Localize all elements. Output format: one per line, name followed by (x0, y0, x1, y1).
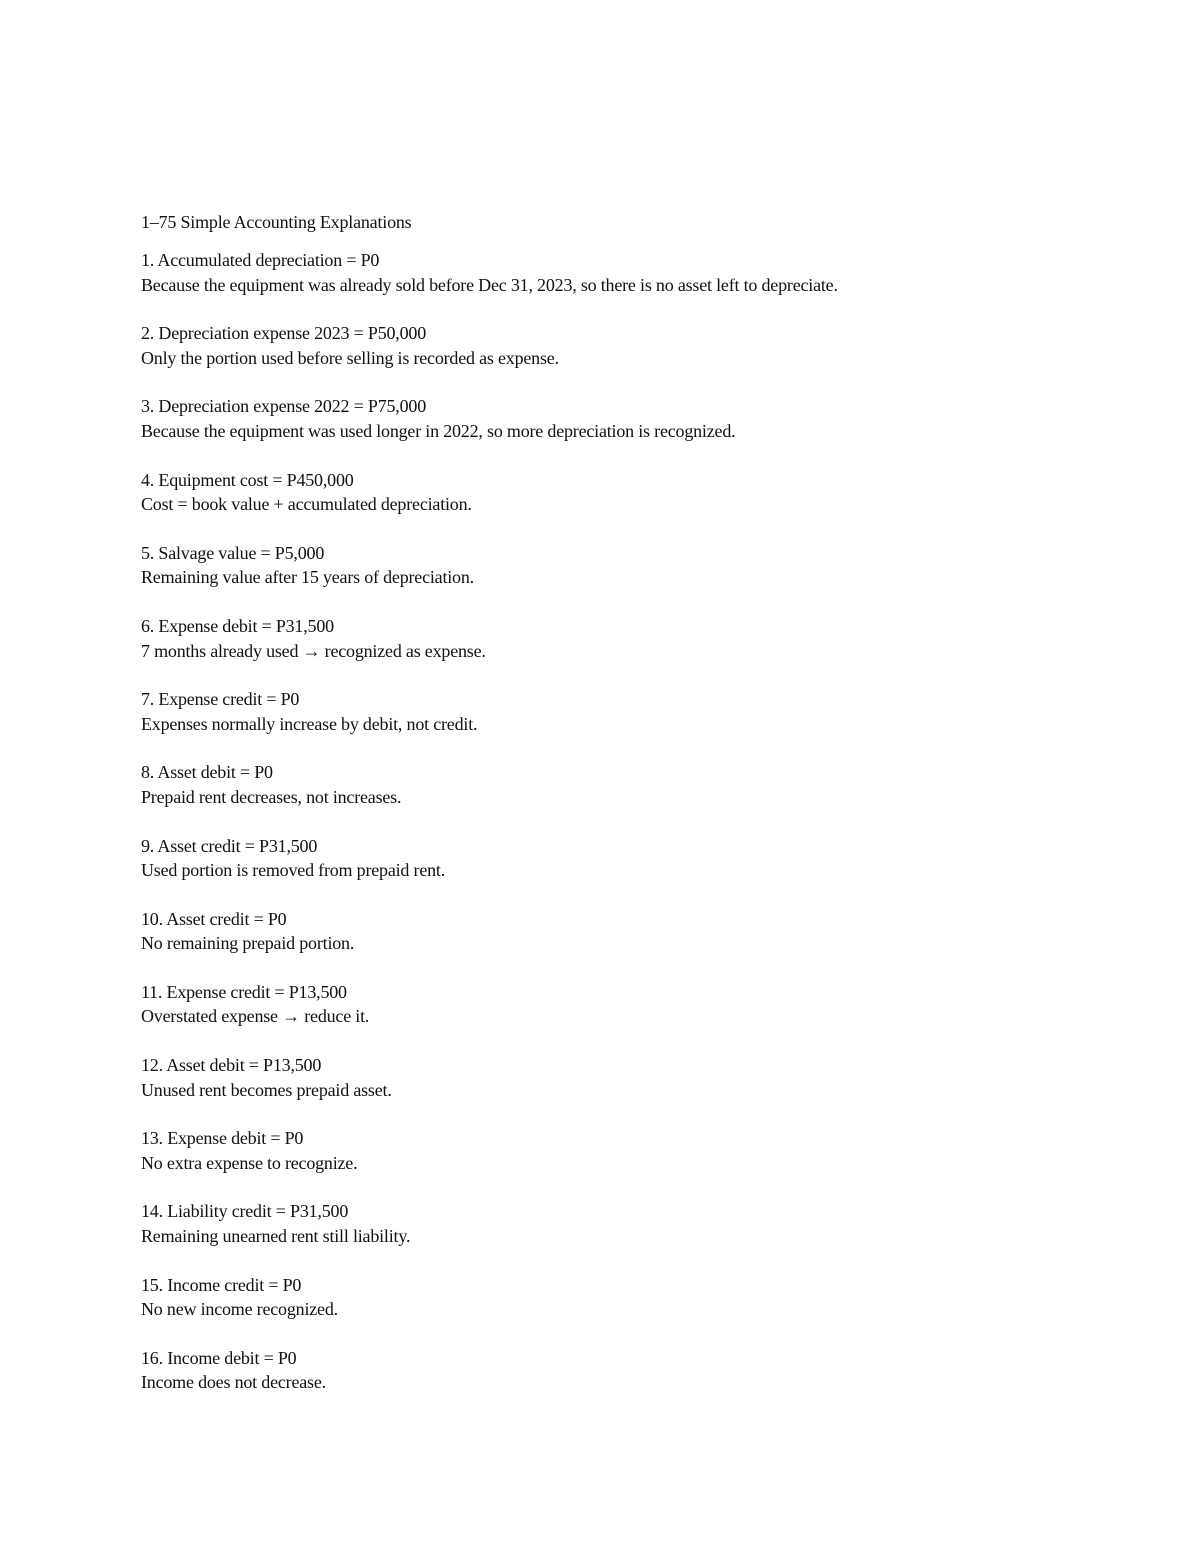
list-item (141, 321, 1121, 370)
list-item (141, 834, 1121, 883)
list-item (141, 1273, 1121, 1322)
item-explanation: Only the portion used before selling is recorded as expense. (141, 347, 559, 368)
list-item (141, 1199, 1121, 1248)
item-heading: 8. Asset debit = P0 (141, 762, 273, 783)
item-heading: 4. Equipment cost = P450,000 (141, 469, 354, 490)
item-heading: 3. Depreciation expense 2022 = P75,000 (141, 396, 426, 417)
item-heading: 13. Expense debit = P0 (141, 1128, 304, 1149)
item-heading: 7. Expense credit = P0 (141, 689, 300, 710)
item-heading: 12. Asset debit = P13,500 (141, 1055, 322, 1076)
list-item (141, 760, 1121, 809)
item-explanation: Because the equipment was used longer in 2022, so more depreciation is recognized. (141, 420, 736, 441)
item-explanation: Remaining value after 15 years of depreciation. (141, 567, 474, 588)
item-heading: 14. Liability credit = P31,500 (141, 1201, 349, 1222)
item-explanation: No new income recognized. (141, 1299, 338, 1320)
document-page (141, 209, 1121, 1395)
list-item (141, 1053, 1121, 1102)
item-explanation: Income does not decrease. (141, 1372, 326, 1393)
list-item (141, 1126, 1121, 1175)
item-explanation: Cost = book value + accumulated depreciation. (141, 494, 472, 515)
list-item (141, 907, 1121, 956)
list-item (141, 1346, 1121, 1395)
item-explanation: Prepaid rent decreases, not increases. (141, 786, 402, 807)
item-explanation: Overstated expense → reduce it. (141, 1006, 370, 1027)
item-heading: 10. Asset credit = P0 (141, 908, 287, 929)
item-heading: 6. Expense debit = P31,500 (141, 615, 334, 636)
item-explanation: Remaining unearned rent still liability. (141, 1226, 411, 1247)
item-explanation: Expenses normally increase by debit, not credit. (141, 713, 478, 734)
item-explanation: No extra expense to recognize. (141, 1152, 358, 1173)
item-heading: 9. Asset credit = P31,500 (141, 835, 318, 856)
item-explanation: Used portion is removed from prepaid rent. (141, 860, 446, 881)
item-explanation: Unused rent becomes prepaid asset. (141, 1079, 392, 1100)
item-heading: 11. Expense credit = P13,500 (141, 981, 347, 1002)
item-heading: 1. Accumulated depreciation = P0 (141, 250, 380, 270)
list-item (141, 394, 1121, 443)
item-heading: 16. Income debit = P0 (141, 1347, 297, 1368)
document-title: 1–75 Simple Accounting Explanations (141, 212, 412, 232)
item-heading: 15. Income credit = P0 (141, 1274, 302, 1295)
list-item (141, 687, 1121, 736)
list-item (141, 980, 1121, 1029)
list-item (141, 248, 1121, 297)
item-explanation: Because the equipment was already sold before Dec 31, 2023, so there is no asset left to depreciate. (141, 274, 838, 295)
item-explanation: No remaining prepaid portion. (141, 933, 355, 954)
item-explanation: 7 months already used → recognized as expense. (141, 640, 486, 661)
list-item (141, 468, 1121, 517)
list-item (141, 541, 1121, 590)
item-heading: 5. Salvage value = P5,000 (141, 542, 325, 563)
item-heading: 2. Depreciation expense 2023 = P50,000 (141, 323, 426, 344)
list-item (141, 614, 1121, 663)
